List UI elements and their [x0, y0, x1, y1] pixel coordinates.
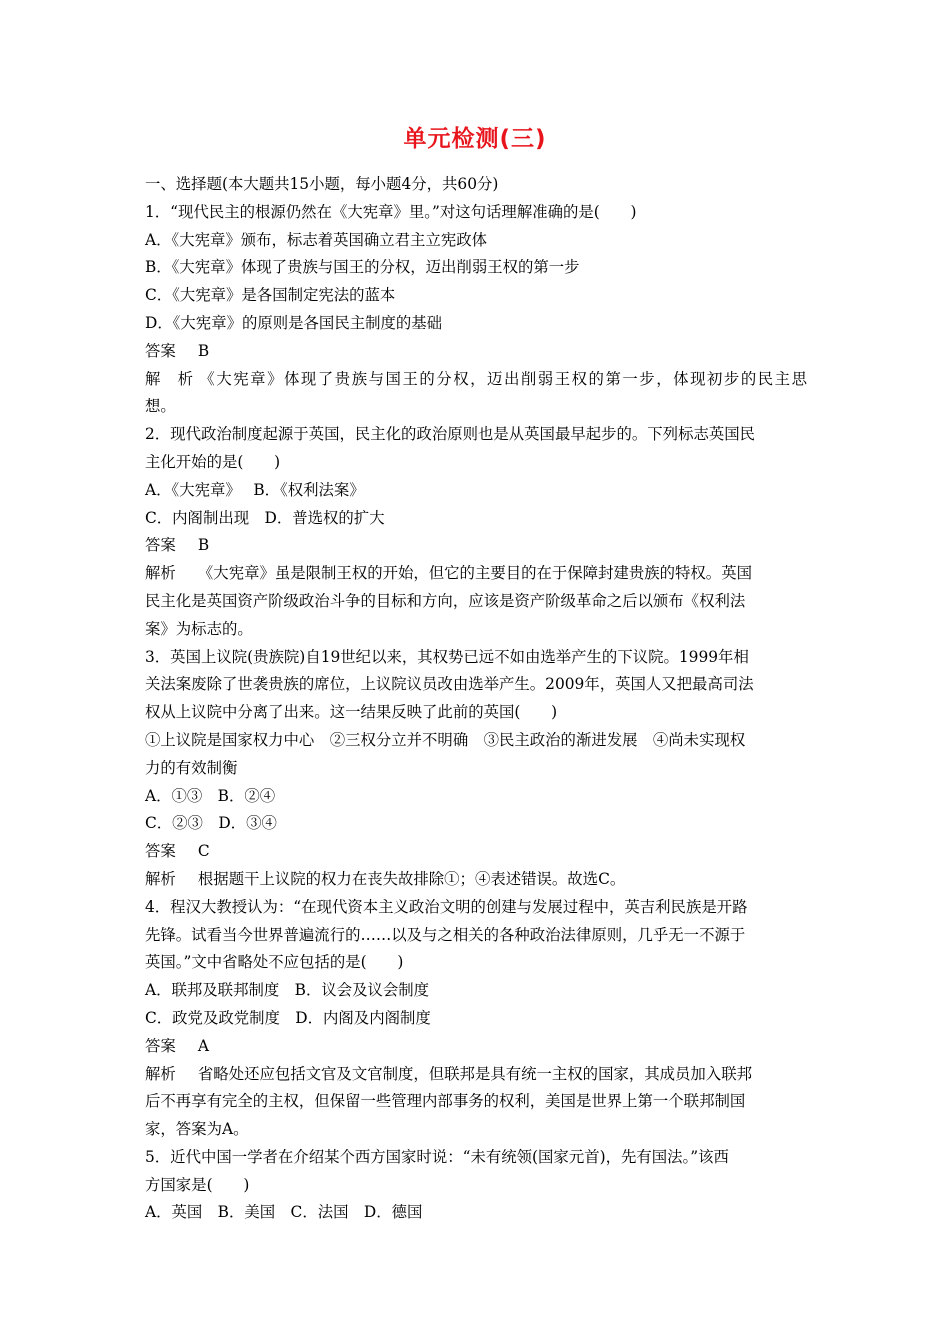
q4-stem-line-3: 英国。”文中省略处不应包括的是( )	[145, 953, 404, 972]
q1-option-b: B．《大宪章》体现了贵族与国王的分权，迈出削弱王权的第一步	[145, 258, 580, 277]
q3-analysis-text: 根据题干上议院的权力在丧失故排除①；④表述错误。故选C。	[197, 869, 626, 888]
q4-options-cd: C．政党及政党制度 D．内阁及内阁制度	[145, 1008, 431, 1027]
q1-answer-value: B	[197, 341, 210, 360]
q3-options-ab: A．①③ B．②④	[145, 786, 276, 805]
q2-analysis-line-2: 民主化是英国资产阶级政治斗争的目标和方向，应该是资产阶级革命之后以颁布《权利法	[145, 591, 746, 610]
q4-options-ab: A．联邦及联邦制度 B．议会及议会制度	[145, 981, 430, 1000]
q2-analysis-text: 《大宪章》虽是限制王权的开始，但它的主要目的在于保障封建贵族的特权。英国	[197, 564, 752, 583]
q4-analysis-line-2: 后不再享有完全的主权，但保留一些管理内部事务的权利，美国是世界上第一个联邦制国	[145, 1092, 746, 1111]
q4-analysis-text: 省略处还应包括文官及文官制度，但联邦是具有统一主权的国家，其成员加入联邦	[197, 1064, 752, 1083]
q3-options-cd: C．②③ D．③④	[145, 814, 277, 833]
document-body	[145, 171, 807, 1227]
q4-analysis-line-1	[145, 1061, 807, 1089]
q1-answer	[145, 338, 807, 366]
q3-items-line-1: ①上议院是国家权力中心 ②三权分立并不明确 ③民主政治的渐进发展 ④尚未实现权	[145, 730, 746, 749]
q1-option-d: D．《大宪章》的原则是各国民主制度的基础	[145, 313, 443, 332]
q4-stem-line-1: 4．程汉大教授认为：“在现代资本主义政治文明的创建与发展过程中，英吉利民族是开路	[145, 897, 748, 916]
q3-answer-value: C	[197, 842, 210, 861]
answer-label: 答案	[145, 1036, 176, 1055]
q5-stem-line-2: 方国家是( )	[145, 1175, 250, 1194]
answer-label: 答案	[145, 536, 176, 555]
q1-option-c: C．《大宪章》是各国制定宪法的蓝本	[145, 286, 396, 305]
q4-answer-value: A	[197, 1036, 210, 1055]
q3-analysis-line-1	[145, 866, 807, 894]
q2-answer-value: B	[197, 536, 210, 555]
q2-options-ab: A．《大宪章》 B．《权利法案》	[145, 480, 365, 499]
q1-stem: 1．“现代民主的根源仍然在《大宪章》里。”对这句话理解准确的是( )	[145, 202, 637, 221]
answer-label: 答案	[145, 341, 176, 360]
answer-label: 答案	[145, 842, 176, 861]
q2-analysis-line-3: 案》为标志的。	[145, 619, 253, 638]
q1-analysis-text: 《大宪章》体现了贵族与国王的分权，迈出削弱王权的第一步，体现初步的民主思	[199, 369, 807, 388]
q5-options: A．英国 B．美国 C．法国 D．德国	[145, 1203, 423, 1222]
q3-items-line-2: 力的有效制衡	[145, 758, 238, 777]
q3-answer	[145, 838, 807, 866]
q1-option-a: A．《大宪章》颁布，标志着英国确立君主立宪政体	[145, 230, 488, 249]
q2-analysis-line-1	[145, 560, 807, 588]
q2-answer	[145, 532, 807, 560]
analysis-label: 解析	[145, 869, 176, 888]
q3-stem-line-3: 权从上议院中分离了出来。这一结果反映了此前的英国( )	[145, 703, 558, 722]
q1-analysis-line-1	[145, 366, 807, 394]
analysis-label: 解析	[145, 1064, 176, 1083]
q3-stem-line-2: 关法案废除了世袭贵族的席位，上议院议员改由选举产生。2009年，英国人又把最高司法	[145, 675, 754, 694]
analysis-label: 解析	[145, 369, 193, 388]
q1-analysis-line-2: 想。	[145, 397, 176, 416]
q2-stem-line-1: 2．现代政治制度起源于英国，民主化的政治原则也是从英国最早起步的。下列标志英国民	[145, 425, 756, 444]
q2-options-cd: C．内阁制出现 D．普选权的扩大	[145, 508, 385, 527]
q2-stem-line-2: 主化开始的是( )	[145, 452, 281, 471]
q4-analysis-line-3: 家，答案为A。	[145, 1120, 249, 1139]
q3-stem-line-1: 3．英国上议院(贵族院)自19世纪以来，其权势已远不如由选举产生的下议院。1999年相	[145, 647, 749, 666]
q4-stem-line-2: 先锋。试看当今世界普遍流行的……以及与之相关的各种政治法律原则，几乎无一不源于	[145, 925, 746, 944]
section-header: 一、选择题(本大题共15小题，每小题4分，共60分)	[145, 175, 499, 193]
page-title: 单元检测(三)	[403, 126, 547, 152]
q5-stem-line-1: 5．近代中国一学者在介绍某个西方国家时说：“未有统领(国家元首)，先有国法。”该西	[145, 1147, 729, 1166]
analysis-label: 解析	[145, 564, 176, 583]
q4-answer	[145, 1033, 807, 1061]
